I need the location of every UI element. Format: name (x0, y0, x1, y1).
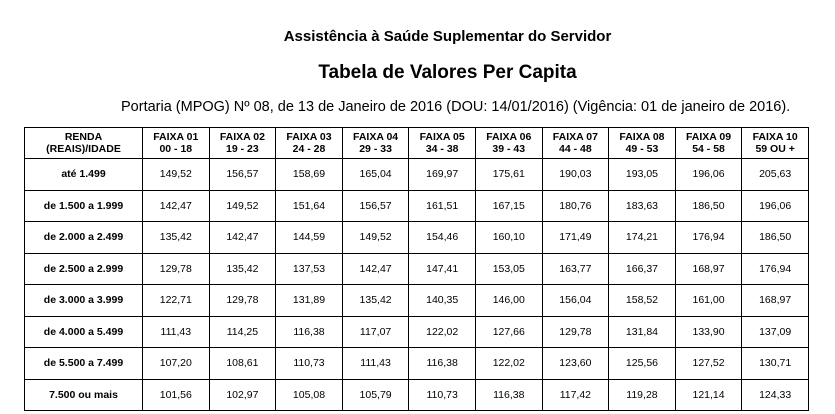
value-cell: 160,10 (475, 222, 542, 254)
column-header-age-range: 19 - 23 (226, 143, 259, 155)
column-header-age-range: 39 - 43 (492, 143, 526, 155)
column-header-label: FAIXA 09 (685, 131, 732, 143)
column-header-age-range: 49 - 53 (625, 143, 659, 155)
value-cell: 147,41 (409, 253, 476, 285)
column-header-age-range: 00 - 18 (159, 143, 193, 155)
value-cell: 124,33 (742, 379, 809, 411)
value-cell: 167,15 (475, 190, 542, 222)
value-cell: 107,20 (143, 348, 210, 380)
income-range-cell: de 4.000 a 5.499 (25, 316, 143, 348)
table-title: Tabela de Valores Per Capita (318, 62, 577, 83)
value-cell: 142,47 (342, 253, 409, 285)
value-cell: 149,52 (342, 222, 409, 254)
column-header-label: FAIXA 08 (619, 131, 665, 143)
value-cell: 176,94 (742, 253, 809, 285)
table-row (25, 222, 809, 254)
value-cell: 110,73 (276, 348, 343, 380)
column-header-age-range: 54 - 58 (692, 143, 725, 155)
value-cell: 117,07 (342, 316, 409, 348)
value-cell: 140,35 (409, 285, 476, 317)
value-cell: 101,56 (143, 379, 210, 411)
value-cell: 137,53 (276, 253, 343, 285)
value-cell: 190,03 (542, 159, 609, 191)
income-range-cell: de 5.500 a 7.499 (25, 348, 143, 380)
table-row (25, 253, 809, 285)
value-cell: 196,06 (742, 190, 809, 222)
value-cell: 153,05 (475, 253, 542, 285)
table-row (25, 190, 809, 222)
column-header-label: FAIXA 03 (286, 131, 332, 143)
value-cell: 158,52 (609, 285, 676, 317)
value-cell: 116,38 (276, 316, 343, 348)
column-header-age-range: 44 - 48 (559, 143, 592, 155)
value-cell: 121,14 (675, 379, 742, 411)
column-header-age-range: 29 - 33 (359, 143, 392, 155)
value-cell: 129,78 (143, 253, 210, 285)
value-cell: 122,02 (475, 348, 542, 380)
value-cell: 129,78 (209, 285, 276, 317)
value-cell: 142,47 (209, 222, 276, 254)
value-cell: 186,50 (675, 190, 742, 222)
value-cell: 111,43 (143, 316, 210, 348)
value-cell: 149,52 (143, 159, 210, 191)
value-cell: 154,46 (409, 222, 476, 254)
value-cell: 161,51 (409, 190, 476, 222)
value-cell: 133,90 (675, 316, 742, 348)
column-header-faixa-10 (742, 128, 809, 159)
value-cell: 130,71 (742, 348, 809, 380)
value-cell: 161,00 (675, 285, 742, 317)
value-cell: 168,97 (742, 285, 809, 317)
income-header-line1: RENDA (64, 131, 103, 143)
value-cell: 149,52 (209, 190, 276, 222)
table-row (25, 316, 809, 348)
table-row (25, 379, 809, 411)
income-range-cell: de 1.500 a 1.999 (25, 190, 143, 222)
column-header-label: FAIXA 10 (752, 131, 798, 143)
value-cell: 171,49 (542, 222, 609, 254)
value-cell: 156,57 (209, 159, 276, 191)
value-cell: 166,37 (609, 253, 676, 285)
column-header-label: FAIXA 01 (153, 131, 199, 143)
value-cell: 156,04 (542, 285, 609, 317)
column-header-label: FAIXA 05 (419, 131, 465, 143)
column-header-faixa-4 (342, 128, 409, 159)
column-header-faixa-5 (409, 128, 476, 159)
table-body (25, 159, 809, 411)
value-cell: 168,97 (675, 253, 742, 285)
income-range-cell: 7.500 ou mais (25, 379, 143, 411)
value-cell: 196,06 (675, 159, 742, 191)
value-cell: 108,61 (209, 348, 276, 380)
column-header-label: FAIXA 06 (486, 131, 532, 143)
value-cell: 119,28 (609, 379, 676, 411)
value-cell: 131,84 (609, 316, 676, 348)
value-cell: 174,21 (609, 222, 676, 254)
value-cell: 175,61 (475, 159, 542, 191)
column-header-label: FAIXA 07 (552, 131, 598, 143)
column-header-label: FAIXA 02 (219, 131, 265, 143)
document-title: Assistência à Saúde Suplementar do Servidor (283, 28, 612, 45)
value-cell: 165,04 (342, 159, 409, 191)
table-row (25, 285, 809, 317)
value-cell: 135,42 (143, 222, 210, 254)
value-cell: 205,63 (742, 159, 809, 191)
column-header-age-range: 24 - 28 (292, 143, 326, 155)
column-header-faixa-6 (475, 128, 542, 159)
column-header-age-range: 34 - 38 (425, 143, 459, 155)
value-cell: 176,94 (675, 222, 742, 254)
column-header-label: FAIXA 04 (353, 131, 399, 143)
per-capita-values-table (24, 127, 809, 411)
value-cell: 186,50 (742, 222, 809, 254)
value-cell: 102,97 (209, 379, 276, 411)
column-header-age-range: 59 OU + (755, 143, 795, 155)
value-cell: 125,56 (609, 348, 676, 380)
value-cell: 122,71 (143, 285, 210, 317)
income-header-line2: (REAIS)/IDADE (46, 143, 121, 155)
column-header-faixa-2 (209, 128, 276, 159)
value-cell: 137,09 (742, 316, 809, 348)
table-row (25, 348, 809, 380)
value-cell: 122,02 (409, 316, 476, 348)
value-cell: 144,59 (276, 222, 343, 254)
value-cell: 180,76 (542, 190, 609, 222)
value-cell: 123,60 (542, 348, 609, 380)
column-header-faixa-1 (143, 128, 210, 159)
table-row (25, 159, 809, 191)
value-cell: 142,47 (143, 190, 210, 222)
income-range-cell: de 3.000 a 3.999 (25, 285, 143, 317)
value-cell: 183,63 (609, 190, 676, 222)
value-cell: 158,69 (276, 159, 343, 191)
value-cell: 111,43 (342, 348, 409, 380)
value-cell: 146,00 (475, 285, 542, 317)
value-cell: 156,57 (342, 190, 409, 222)
column-header-faixa-9 (675, 128, 742, 159)
income-range-cell: até 1.499 (25, 159, 143, 191)
value-cell: 127,52 (675, 348, 742, 380)
value-cell: 193,05 (609, 159, 676, 191)
value-cell: 135,42 (209, 253, 276, 285)
value-cell: 129,78 (542, 316, 609, 348)
value-cell: 105,79 (342, 379, 409, 411)
value-cell: 117,42 (542, 379, 609, 411)
column-header-faixa-8 (609, 128, 676, 159)
value-cell: 105,08 (276, 379, 343, 411)
value-cell: 151,64 (276, 190, 343, 222)
table-header-row (25, 128, 809, 159)
income-age-header (25, 128, 143, 159)
value-cell: 116,38 (409, 348, 476, 380)
legal-reference: Portaria (MPOG) Nº 08, de 13 de Janeiro de 2016 (DOU: 14/01/2016) (Vigência: 01 de janeiro de 2016). (121, 99, 791, 115)
value-cell: 116,38 (475, 379, 542, 411)
value-cell: 135,42 (342, 285, 409, 317)
column-header-faixa-3 (276, 128, 343, 159)
column-header-faixa-7 (542, 128, 609, 159)
value-cell: 110,73 (409, 379, 476, 411)
value-cell: 114,25 (209, 316, 276, 348)
income-range-cell: de 2.500 a 2.999 (25, 253, 143, 285)
value-cell: 169,97 (409, 159, 476, 191)
value-cell: 127,66 (475, 316, 542, 348)
value-cell: 131,89 (276, 285, 343, 317)
income-range-cell: de 2.000 a 2.499 (25, 222, 143, 254)
value-cell: 163,77 (542, 253, 609, 285)
